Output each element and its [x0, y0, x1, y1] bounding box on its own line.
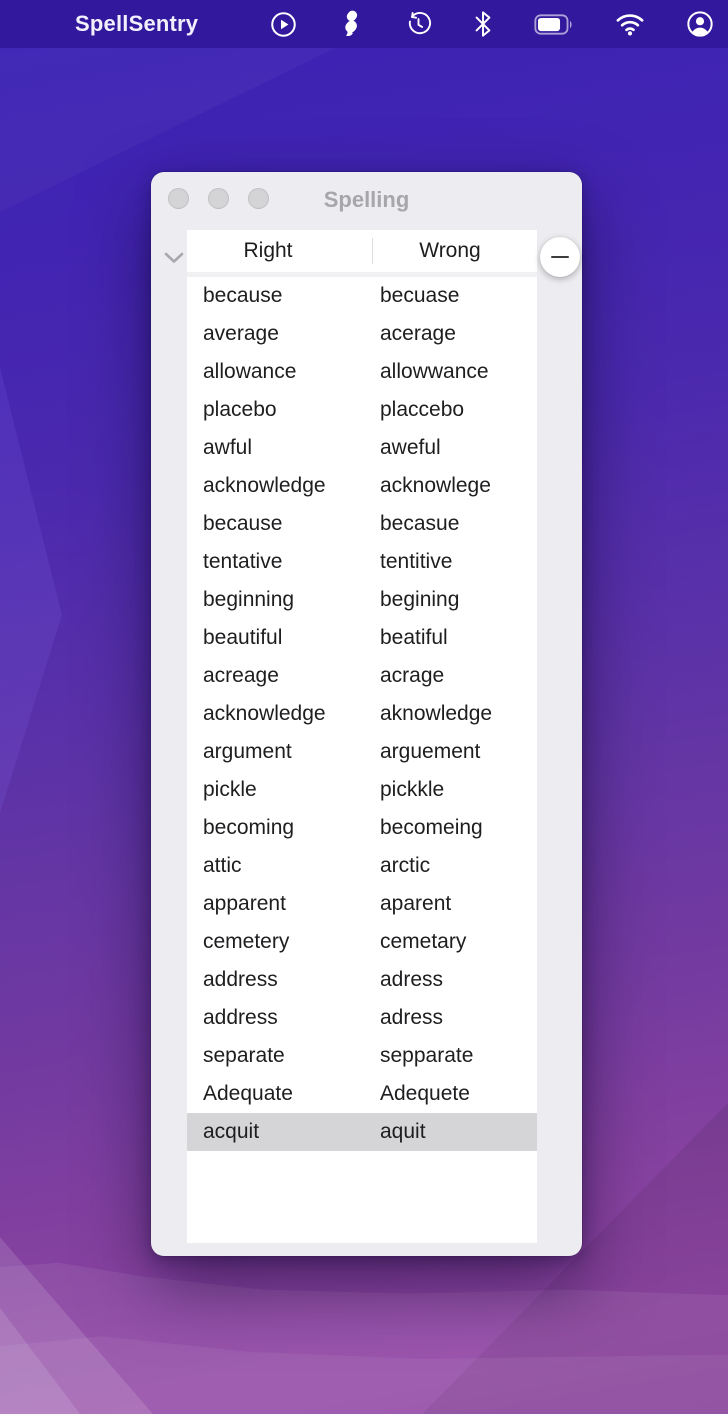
- table-row[interactable]: [187, 581, 537, 619]
- right-word-cell[interactable]: because: [203, 284, 283, 307]
- table-row[interactable]: [187, 771, 537, 809]
- table-row[interactable]: [187, 543, 537, 581]
- right-word-cell[interactable]: becoming: [203, 816, 295, 839]
- play-circle-icon[interactable]: [270, 9, 297, 39]
- table-row[interactable]: [187, 315, 537, 353]
- wrong-word-cell[interactable]: allowwance: [380, 360, 489, 383]
- right-word-cell[interactable]: cemetery: [203, 930, 290, 953]
- table-row[interactable]: [187, 695, 537, 733]
- table-row[interactable]: [187, 1075, 537, 1113]
- minus-icon: [551, 256, 569, 258]
- chevron-down-icon[interactable]: [162, 247, 186, 269]
- wifi-icon[interactable]: [615, 9, 645, 39]
- table-row[interactable]: [187, 1037, 537, 1075]
- table-row[interactable]: [187, 619, 537, 657]
- scroll-icon[interactable]: [338, 9, 364, 39]
- right-word-cell[interactable]: allowance: [203, 360, 297, 383]
- right-word-cell[interactable]: tentative: [203, 550, 283, 573]
- remove-word-button[interactable]: [540, 237, 580, 277]
- table-row[interactable]: [187, 429, 537, 467]
- table-row[interactable]: [187, 1113, 537, 1151]
- bluetooth-icon[interactable]: [473, 9, 493, 39]
- right-word-cell[interactable]: beginning: [203, 588, 295, 611]
- spelling-window: [151, 172, 582, 1256]
- right-word-cell[interactable]: awful: [203, 436, 253, 459]
- status-icon-tray: [270, 9, 714, 39]
- table-row[interactable]: [187, 923, 537, 961]
- wrong-word-cell[interactable]: aquit: [380, 1120, 426, 1143]
- right-word-cell[interactable]: acreage: [203, 664, 279, 687]
- wrong-word-cell[interactable]: acerage: [380, 322, 456, 345]
- word-table: [187, 230, 537, 1243]
- table-row[interactable]: [187, 505, 537, 543]
- wrong-word-cell[interactable]: becasue: [380, 512, 460, 535]
- table-row[interactable]: [187, 847, 537, 885]
- right-word-cell[interactable]: placebo: [203, 398, 277, 421]
- right-word-cell[interactable]: apparent: [203, 892, 286, 915]
- right-word-cell[interactable]: argument: [203, 740, 292, 763]
- wrong-word-cell[interactable]: becomeing: [380, 816, 483, 839]
- wrong-word-cell[interactable]: begining: [380, 588, 460, 611]
- table-row[interactable]: [187, 277, 537, 315]
- right-word-cell[interactable]: address: [203, 1006, 278, 1029]
- wrong-word-cell[interactable]: pickkle: [380, 778, 445, 801]
- wrong-word-cell[interactable]: Adequete: [380, 1082, 470, 1105]
- wrong-word-cell[interactable]: placcebo: [380, 398, 465, 421]
- wrong-word-cell[interactable]: adress: [380, 1006, 444, 1029]
- table-row[interactable]: [187, 353, 537, 391]
- table-row[interactable]: [187, 733, 537, 771]
- time-machine-icon[interactable]: [405, 9, 432, 39]
- table-row[interactable]: [187, 885, 537, 923]
- right-word-cell[interactable]: beautiful: [203, 626, 283, 649]
- right-word-cell[interactable]: address: [203, 968, 278, 991]
- column-header-wrong[interactable]: Wrong: [419, 239, 481, 262]
- wrong-word-cell[interactable]: acknowlege: [380, 474, 491, 497]
- right-word-cell[interactable]: pickle: [203, 778, 257, 801]
- right-word-cell[interactable]: separate: [203, 1044, 285, 1067]
- right-word-cell[interactable]: acquit: [203, 1120, 260, 1143]
- table-row[interactable]: [187, 999, 537, 1037]
- wrong-word-cell[interactable]: tentitive: [380, 550, 453, 573]
- wrong-word-cell[interactable]: cemetary: [380, 930, 467, 953]
- right-word-cell[interactable]: acknowledge: [203, 702, 326, 725]
- table-row[interactable]: [187, 657, 537, 695]
- menu-bar: [0, 0, 728, 48]
- wrong-word-cell[interactable]: aknowledge: [380, 702, 493, 725]
- wrong-word-cell[interactable]: sepparate: [380, 1044, 474, 1067]
- wrong-word-cell[interactable]: arguement: [380, 740, 481, 763]
- right-word-cell[interactable]: Adequate: [203, 1082, 293, 1105]
- battery-icon[interactable]: [534, 9, 574, 39]
- wrong-word-cell[interactable]: acrage: [380, 664, 445, 687]
- wrong-word-cell[interactable]: adress: [380, 968, 444, 991]
- wrong-word-cell[interactable]: aparent: [380, 892, 452, 915]
- table-header: [187, 230, 537, 277]
- table-row[interactable]: [187, 391, 537, 429]
- table-row[interactable]: [187, 961, 537, 999]
- window-title: Spelling: [323, 187, 410, 212]
- word-table-body: [187, 277, 537, 1151]
- wrong-word-cell[interactable]: arctic: [380, 854, 431, 877]
- right-word-cell[interactable]: average: [203, 322, 279, 345]
- wrong-word-cell[interactable]: aweful: [380, 436, 441, 459]
- column-header-right[interactable]: Right: [187, 230, 373, 272]
- right-word-cell[interactable]: acknowledge: [203, 474, 326, 497]
- table-row[interactable]: [187, 809, 537, 847]
- right-word-cell[interactable]: attic: [203, 854, 242, 877]
- table-row[interactable]: [187, 467, 537, 505]
- user-account-icon[interactable]: [686, 9, 714, 39]
- right-word-cell[interactable]: because: [203, 512, 283, 535]
- wrong-word-cell[interactable]: becuase: [380, 284, 460, 307]
- app-menu-title[interactable]: SpellSentry: [75, 11, 199, 36]
- wrong-word-cell[interactable]: beatiful: [380, 626, 448, 649]
